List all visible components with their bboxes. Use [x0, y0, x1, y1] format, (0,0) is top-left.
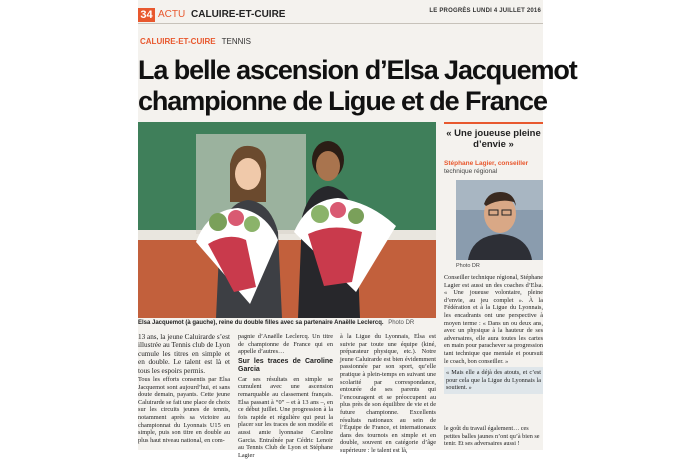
- photo-caption: [138, 320, 436, 326]
- article-paragraph: Car ses résultats en simple se cumulent avec une ascension remarquable au classement français. Elsa passant à “0” – et à 13 ans –, en ce début juillet. Une progression à la fois rapide et régulière qui peut la placer sur les traces de son modèle et aussi amie lyonnaise Caroline Garcia. Entraînée par Cédric Lenoir au Tennis Club de Lyon et Stéphane Lagier: [238, 375, 333, 459]
- paper-dateline: [429, 8, 541, 14]
- kicker-topic: TENNIS: [221, 37, 251, 46]
- byline-role: technique régional: [444, 167, 498, 175]
- article-ending: le goût du travail également… ces petites balles jaunes n’ont qu’à bien se tenir. Et ses adversaires aussi !: [444, 425, 540, 448]
- byline-name: Stéphane Lagier, conseiller: [444, 160, 529, 167]
- caption-text: Elsa Jacquemot (à gauche), reine du double filles avec sa partenaire Anaëlle Leclercq.: [138, 320, 384, 326]
- article-lead: 13 ans, la jeune Caluirarde s’est illustrée au Tennis club de Lyon cumule les titres en simple et en double. Le talent est là et tous les espoirs permis.: [138, 333, 230, 375]
- players-photo-illustration: [138, 122, 436, 318]
- section-label: [158, 9, 285, 20]
- headline-line-2: championne de Ligue et de France: [138, 86, 547, 116]
- sidebar-quote: « Une joueuse pleine d’envie »: [444, 122, 543, 154]
- kicker-place: CALUIRE-ET-CUIRE: [140, 37, 216, 46]
- sidebar-text: [444, 274, 543, 394]
- sidebar-highlight-box: « Mais elle a déjà des atouts, et c’est pour cela que la Ligue du Lyonnais la soutient. »: [444, 367, 543, 394]
- coach-photo: [456, 180, 543, 260]
- main-photo: [138, 122, 436, 318]
- article-paragraph: à la Ligue du Lyonnais, Elsa est suivie par toute une équipe (kiné, préparateur physique, etc.). Notre jeune Caluirarde est bien évidemment passionnée par son sport, qu’elle pratique à plein-temps en suivant une scolarité par correspondance, entourée de ses parents qui l’encouragent et se préoccupent au plus près de son équilibre de vie et de future championne. Excellents résultats nationaux au sein de l’Équipe de France, et internationaux dans des tournois en simple et en double, souvent en catégorie d’âge supérieure : le talent est là,: [340, 333, 436, 454]
- article-column-1: [138, 333, 230, 445]
- caption-credit: Photo DR: [388, 320, 415, 326]
- sidebar: [444, 122, 543, 450]
- paper-date: LUNDI 4 JUILLET 2016: [472, 8, 541, 14]
- paper-name: LE PROGRÈS: [429, 8, 471, 14]
- section-prefix: ACTU: [158, 9, 186, 20]
- article-kicker: [140, 37, 251, 46]
- article-column-2: [238, 333, 333, 460]
- coach-photo-credit: Photo DR: [456, 263, 480, 269]
- sidebar-byline: [444, 160, 543, 175]
- headline-line-1: La belle ascension d’Elsa Jacquemot: [138, 55, 577, 85]
- newspaper-page: [138, 0, 577, 459]
- section-name: CALUIRE-ET-CUIRE: [191, 9, 286, 20]
- sidebar-paragraph: Conseiller technique régional, Stéphane Lagier est aussi un des coaches d’Elsa. « Une joueuse volontaire, pleine d’envie, au jeu complet ». À la Fédération et à la Ligue du Lyonnais, les encadrants ont une perspective à moyen terme : « Dans un ou deux ans, avec un physique à la hauteur de ses adversaires, elle aura toutes les cartes en main pour parachever sa progression tant technique que mentale et poursuit le coach, bon conseiller. »: [444, 274, 543, 365]
- article-subhead: Sur les traces de Caroline Garcia: [238, 357, 333, 373]
- coach-portrait-illustration: [456, 180, 543, 260]
- article-column-3: [340, 333, 436, 456]
- article-paragraph: Tous les efforts consentis par Elsa Jacquemot sont aujourd’hui, et sans doute demain, payants. Cette jeune Caluirarde se fait une place de choix sur les circuits jeunes de tennis, notamment après sa victoire au championnat du Lyonnais U15 en simple, puis son titre en double au plus haut niveau national, en com-: [138, 376, 230, 444]
- page-number: 34: [138, 8, 155, 22]
- article-headline: [138, 55, 577, 117]
- article-paragraph: pagnie d’Anaëlle Leclercq. Un titre de championne de France qui en appelle d’autres…: [238, 333, 333, 356]
